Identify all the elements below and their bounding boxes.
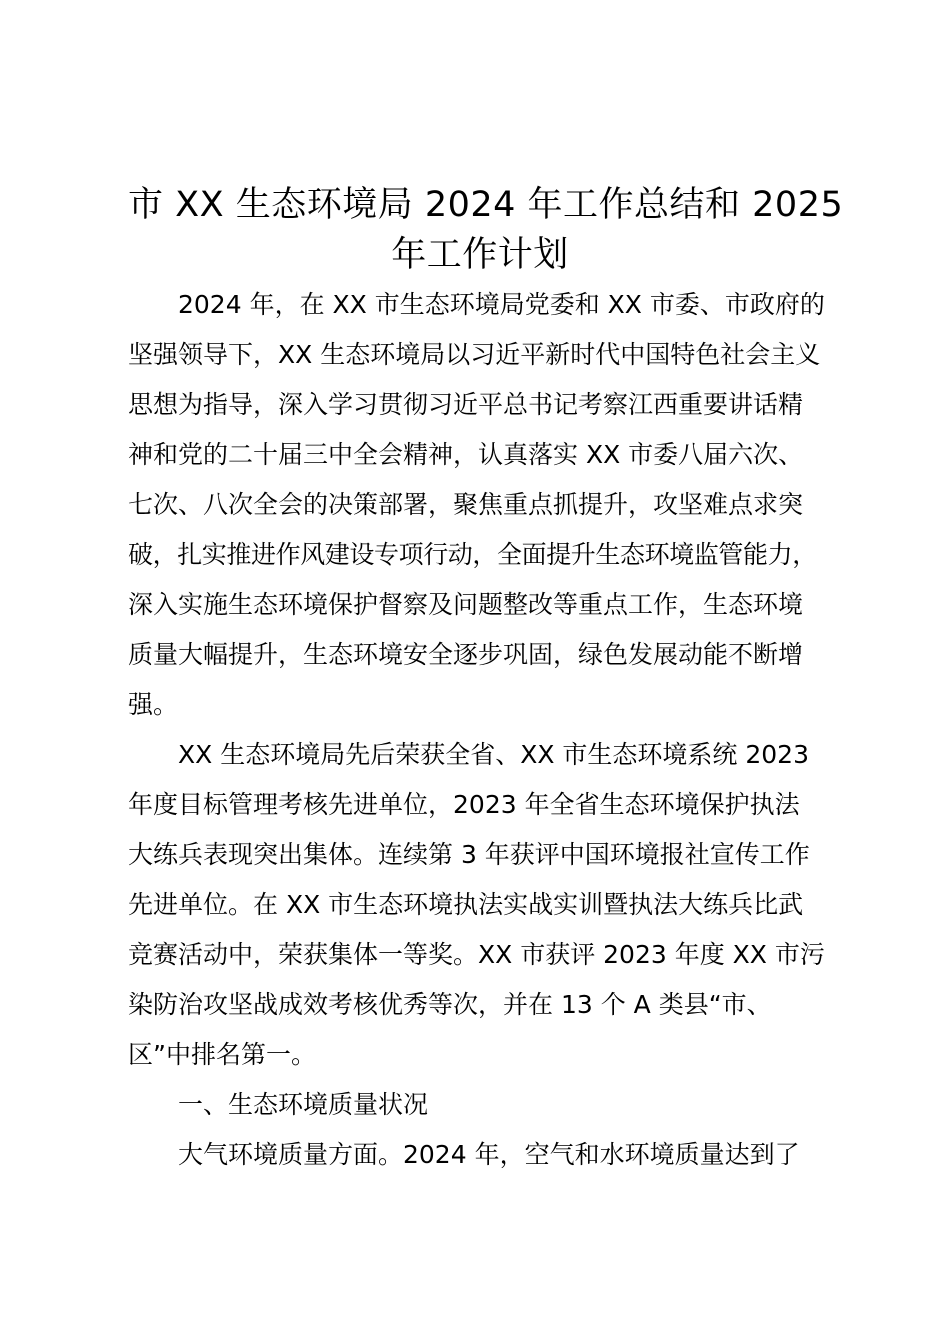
text-line: 大气环境质量方面。2024 年，空气和水环境质量达到了 xyxy=(178,1140,800,1169)
text-line: 七次、八次全会的决策部署，聚焦重点抓提升，攻坚难点求突 xyxy=(128,490,804,519)
text-line: 思想为指导，深入学习贯彻习近平总书记考察江西重要讲话精 xyxy=(128,390,804,419)
paragraph-honors xyxy=(128,730,832,1080)
paragraph-air-quality xyxy=(128,1130,832,1180)
text-line: XX 生态环境局先后荣获全省、XX 市生态环境系统 2023 xyxy=(178,740,809,769)
text-line: 先进单位。在 XX 市生态环境执法实战实训暨执法大练兵比武 xyxy=(128,890,804,919)
document-page xyxy=(128,180,844,1180)
section-heading xyxy=(128,1080,832,1130)
text-line: 区”中排名第一。 xyxy=(128,1040,316,1069)
document-title xyxy=(128,180,844,280)
text-line: 质量大幅提升，生态环境安全逐步巩固，绿色发展动能不断增 xyxy=(128,640,804,669)
text-line: 一、生态环境质量状况 xyxy=(178,1090,429,1119)
text-line: 染防治攻坚战成效考核优秀等次，并在 13 个 A 类县“市、 xyxy=(128,990,772,1019)
title-line: 年工作计划 xyxy=(391,235,569,275)
text-line: 神和党的二十届三中全会精神，认真落实 XX 市委八届六次、 xyxy=(128,440,804,469)
text-line: 2024 年，在 XX 市生态环境局党委和 XX 市委、市政府的 xyxy=(178,290,825,319)
text-line: 强。 xyxy=(128,690,179,719)
text-line: 大练兵表现突出集体。连续第 3 年获评中国环境报社宣传工作 xyxy=(128,840,810,869)
title-line: 市 XX 生态环境局 2024 年工作总结和 2025 xyxy=(128,185,844,225)
text-line: 破，扎实推进作风建设专项行动，全面提升生态环境监管能力， xyxy=(128,540,817,569)
text-line: 年度目标管理考核先进单位，2023 年全省生态环境保护执法 xyxy=(128,790,800,819)
text-line: 深入实施生态环境保护督察及问题整改等重点工作，生态环境 xyxy=(128,590,804,619)
text-line: 竞赛活动中，荣获集体一等奖。XX 市获评 2023 年度 XX 市污 xyxy=(128,940,825,969)
text-line: 坚强领导下，XX 生态环境局以习近平新时代中国特色社会主义 xyxy=(128,340,821,369)
paragraph-intro xyxy=(128,280,832,730)
